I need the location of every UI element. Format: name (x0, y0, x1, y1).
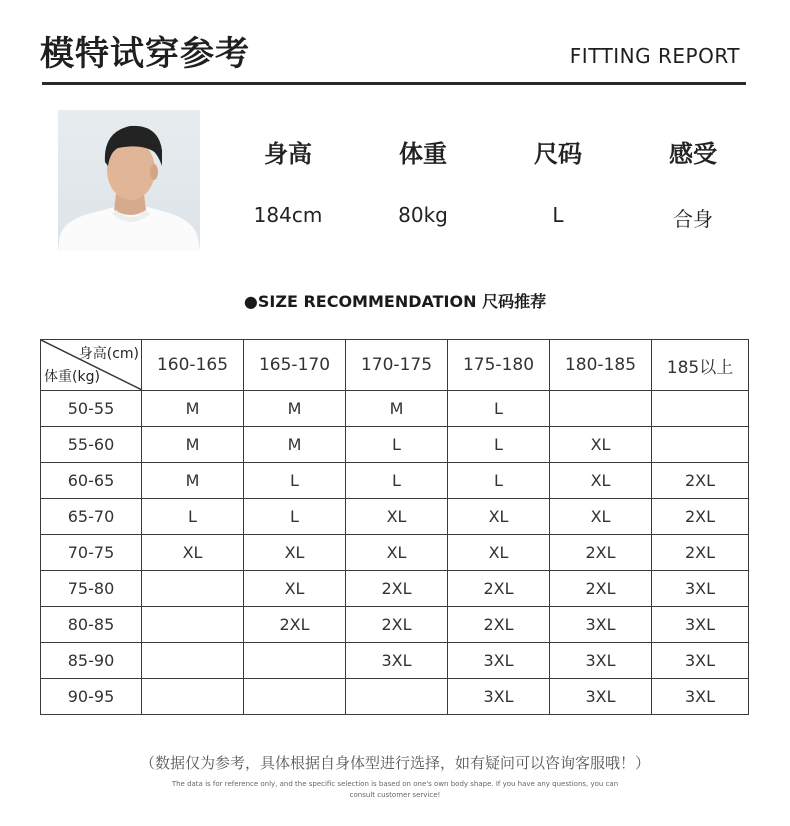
spec-value-feel: 合身 (673, 207, 713, 231)
size-cell: 3XL (448, 679, 550, 715)
size-cell: M (244, 427, 346, 463)
page-subtitle: FITTING REPORT (569, 44, 740, 68)
table-row (41, 571, 749, 607)
spec-value-height: 184cm (253, 203, 323, 227)
size-cell (652, 427, 749, 463)
disclaimer-en: The data is for reference only, and the specific selection is based on one's own body shape. If you have any questions, you can consult customer service! (171, 780, 619, 799)
size-cell: XL (346, 499, 448, 535)
weight-range-cell: 85-90 (41, 643, 142, 679)
size-cell: XL (550, 427, 652, 463)
size-cell (142, 571, 244, 607)
page-title: 模特试穿参考 (40, 34, 250, 74)
size-cell: 2XL (244, 607, 346, 643)
spec-header-height: 身高 (264, 140, 312, 168)
size-cell: 3XL (550, 643, 652, 679)
size-cell: L (448, 463, 550, 499)
size-cell: XL (244, 571, 346, 607)
weight-range-cell: 50-55 (41, 391, 142, 427)
table-row (41, 463, 749, 499)
size-cell (142, 679, 244, 715)
size-cell: 2XL (652, 463, 749, 499)
size-cell: L (244, 463, 346, 499)
size-cell: 3XL (652, 679, 749, 715)
size-cell: L (346, 427, 448, 463)
size-cell: 3XL (550, 607, 652, 643)
table-header-row (41, 340, 749, 391)
model-photo (58, 110, 200, 251)
size-cell: M (142, 427, 244, 463)
spec-header-weight: 体重 (399, 140, 447, 168)
size-table (40, 339, 749, 715)
size-cell: 3XL (652, 643, 749, 679)
weight-range-cell: 60-65 (41, 463, 142, 499)
size-cell: XL (550, 463, 652, 499)
spec-value-size: L (552, 203, 564, 227)
size-cell: M (244, 391, 346, 427)
size-cell (142, 607, 244, 643)
size-cell: XL (346, 535, 448, 571)
section-title: ●SIZE RECOMMENDATION 尺码推荐 (243, 292, 547, 311)
table-row (41, 643, 749, 679)
size-cell: XL (244, 535, 346, 571)
height-range-header: 175-180 (448, 340, 550, 391)
size-cell: L (448, 391, 550, 427)
size-cell: L (448, 427, 550, 463)
table-row (41, 391, 749, 427)
size-cell (244, 643, 346, 679)
size-cell: XL (448, 499, 550, 535)
spec-header-size: 尺码 (534, 140, 582, 168)
table-row (41, 607, 749, 643)
size-cell: 2XL (652, 535, 749, 571)
size-cell: 2XL (346, 571, 448, 607)
size-cell: L (142, 499, 244, 535)
corner-height-label: 身高(cm) (78, 346, 139, 362)
size-cell: XL (142, 535, 244, 571)
size-cell: M (346, 391, 448, 427)
size-cell: L (346, 463, 448, 499)
size-cell: 2XL (550, 535, 652, 571)
size-cell: 2XL (346, 607, 448, 643)
table-row (41, 427, 749, 463)
weight-range-cell: 90-95 (41, 679, 142, 715)
size-cell: 3XL (652, 571, 749, 607)
size-cell: 3XL (550, 679, 652, 715)
weight-range-cell: 70-75 (41, 535, 142, 571)
size-cell: 3XL (652, 607, 749, 643)
weight-range-cell: 80-85 (41, 607, 142, 643)
model-figure-icon (58, 110, 200, 251)
height-range-header: 165-170 (244, 340, 346, 391)
size-cell (652, 391, 749, 427)
height-range-header: 170-175 (346, 340, 448, 391)
size-cell: 3XL (346, 643, 448, 679)
size-cell (550, 391, 652, 427)
size-cell (346, 679, 448, 715)
size-cell: 2XL (550, 571, 652, 607)
size-cell (142, 643, 244, 679)
size-cell: L (244, 499, 346, 535)
disclaimer-cn: （数据仅为参考，具体根据自身体型进行选择，如有疑问可以咨询客服哦！） (139, 754, 650, 772)
table-row (41, 499, 749, 535)
table-row (41, 535, 749, 571)
size-cell: 3XL (448, 643, 550, 679)
size-cell: XL (550, 499, 652, 535)
height-range-header: 160-165 (142, 340, 244, 391)
table-row (41, 679, 749, 715)
size-cell (244, 679, 346, 715)
corner-weight-label: 体重(kg) (44, 369, 100, 385)
weight-range-cell: 55-60 (41, 427, 142, 463)
size-cell: XL (448, 535, 550, 571)
size-cell: 2XL (448, 571, 550, 607)
weight-range-cell: 75-80 (41, 571, 142, 607)
size-cell: 2XL (448, 607, 550, 643)
spec-header-feel: 感受 (669, 140, 717, 168)
spec-value-weight: 80kg (398, 203, 448, 227)
size-cell: M (142, 391, 244, 427)
weight-range-cell: 65-70 (41, 499, 142, 535)
size-cell: M (142, 463, 244, 499)
table-corner-cell (41, 340, 142, 391)
size-cell: 2XL (652, 499, 749, 535)
height-range-header: 185以上 (652, 340, 749, 391)
title-divider (42, 82, 746, 85)
height-range-header: 180-185 (550, 340, 652, 391)
